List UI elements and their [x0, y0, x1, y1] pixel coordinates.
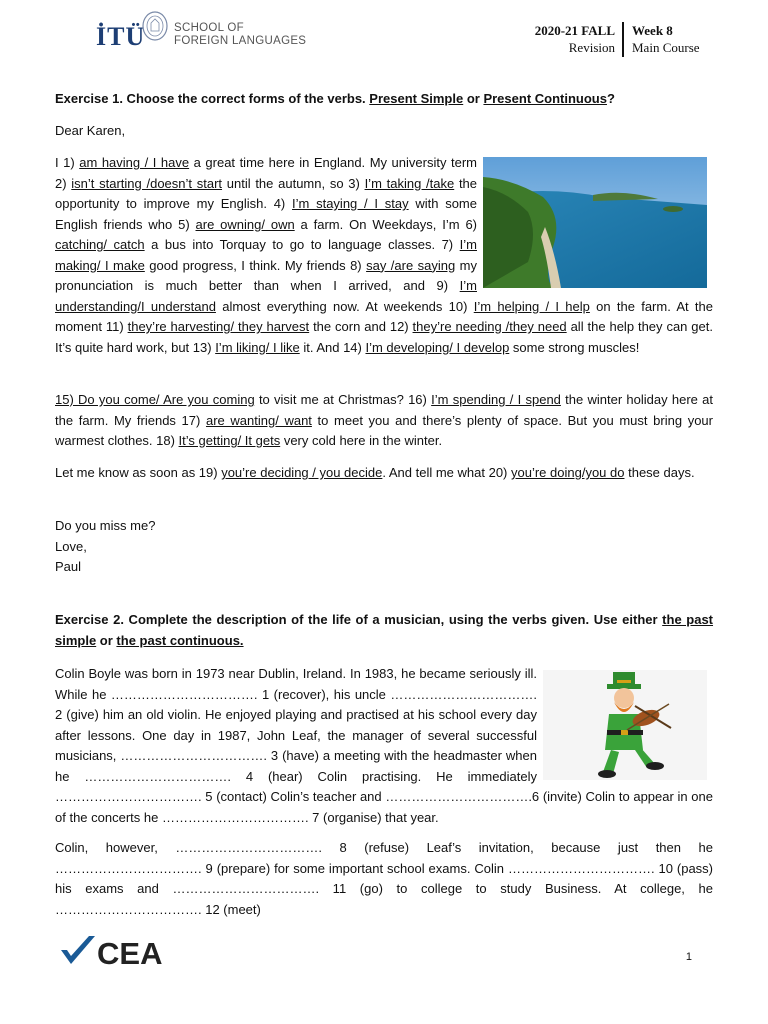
verb-choice: are owning/ own	[195, 216, 295, 232]
closing-line-1: Do you miss me?	[55, 518, 156, 533]
closing-line-2: Love,	[55, 538, 87, 554]
letter-text: a great time here in England. My university term 2)	[55, 155, 477, 191]
letter-text: almost everything now. At weekends 10)	[215, 298, 474, 314]
school-line-2: FOREIGN LANGUAGES	[174, 35, 307, 47]
verb-choice: I’m taking /take	[364, 175, 455, 191]
ex1-paragraph-3-text	[55, 465, 695, 480]
closing-line-3: Paul	[55, 559, 82, 574]
letter-text: on the farm. At the moment 11)	[55, 298, 713, 334]
verb-choice: are wanting/ want	[205, 412, 312, 428]
verb-choice: catching/ catch	[55, 237, 145, 252]
letter-text: very cold here in the winter.	[280, 433, 443, 448]
letter-text: to visit me at Christmas? 16)	[254, 392, 432, 407]
ex2-or: or	[96, 632, 117, 648]
letter-text: with some English friends who 5)	[55, 196, 477, 232]
image-spacer	[537, 664, 713, 782]
letter-text: the corn and 12)	[309, 319, 413, 334]
photo-spacer	[477, 153, 713, 288]
verb-choice: they’re harvesting/ they harvest	[127, 319, 310, 334]
ex2-paragraph-2-text: Colin, however, ……………………………. 8 (refuse) Leaf’s invitation, because just then he ……………………………. 9 (prepare) for some important school exams. Colin ……………………………. 10 (pass) his exams and ……………………………. 11 (go) to college to study Business. At college, he ……………………………. 12 (meet)	[55, 840, 713, 917]
header-divider	[622, 22, 624, 57]
ex2-title-lead: Exercise 2. Complete the description of the life of a musician, using the verbs given. Use either	[55, 612, 663, 627]
verb-choice: 15) Do you come/ Are you coming	[55, 392, 255, 407]
verb-choice: you’re doing/you do	[511, 465, 625, 480]
school-name	[174, 22, 306, 48]
ex1-qmark: ?	[606, 91, 615, 106]
school-line-1: SCHOOL OF	[174, 22, 245, 34]
ex1-paragraph-2	[55, 390, 713, 452]
type-label: Revision	[568, 40, 615, 55]
verb-choice: I’m helping / I help	[473, 298, 590, 314]
letter-text: the winter holiday here at the farm. My friends 17)	[55, 392, 713, 428]
course-label: Main Course	[632, 40, 700, 55]
letter-text: I 1)	[55, 155, 80, 170]
verb-choice: I’m developing/ I develop	[365, 339, 510, 355]
exercise-1-title	[55, 89, 713, 110]
cea-logo	[61, 934, 171, 968]
letter-text: Let me know as soon as 19)	[55, 465, 222, 480]
school-seal-icon	[142, 11, 168, 41]
itu-logo: İTÜ	[96, 22, 146, 51]
letter-text: some strong muscles!	[509, 339, 640, 355]
letter-text: these days.	[624, 465, 695, 480]
ex2-option-a: the past simple	[55, 612, 714, 648]
ex2-paragraph-2	[55, 838, 713, 920]
header-week-block	[632, 22, 700, 56]
letter-closing	[55, 516, 713, 578]
exercise-2-title	[55, 610, 713, 651]
term-label: 2020-21 FALL	[534, 23, 615, 38]
verb-choice: I’m understanding/I understand	[55, 278, 477, 314]
verb-choice: isn’t starting /doesn’t start	[71, 175, 223, 191]
ex1-paragraph-1	[55, 153, 713, 358]
verb-choice: am having / I have	[79, 155, 190, 170]
verb-choice: they’re needing /they need	[412, 319, 567, 334]
verb-choice: I’m making/ I make	[55, 237, 477, 273]
verb-choice: I’m liking/ I like	[215, 339, 300, 355]
letter-text: a farm. On Weekdays, I’m 6)	[294, 216, 477, 232]
letter-text: a bus into Torquay to go to language classes. 7)	[144, 237, 460, 252]
page-number: 1	[685, 951, 692, 963]
ex1-or: or	[463, 91, 484, 106]
week-label: Week 8	[632, 23, 673, 38]
verb-choice: I’m spending / I spend	[431, 392, 561, 407]
cea-wordmark: CEA	[97, 936, 163, 968]
letter-text: the opportunity to improve my English. 4)	[55, 175, 478, 211]
letter-text: . And tell me what 20)	[382, 465, 511, 480]
verb-choice: say /are saying	[366, 257, 456, 273]
ex1-paragraph-2-text	[55, 392, 713, 448]
ex1-option-b: Present Continuous	[483, 91, 607, 106]
letter-text: until the autumn, so 3)	[222, 175, 365, 191]
ex2-option-b: the past continuous.	[116, 632, 244, 648]
ex1-option-a: Present Simple	[369, 91, 464, 106]
ex1-title-lead: Exercise 1. Choose the correct forms of the verbs.	[55, 91, 370, 106]
letter-text: my pronunciation is much better than when I arrived, and 9)	[55, 257, 477, 293]
header-term-block	[535, 22, 615, 56]
letter-text: it. And 14)	[299, 339, 366, 355]
verb-choice: It’s getting/ It gets	[178, 433, 281, 448]
ex1-paragraph-3	[55, 463, 713, 484]
verb-choice: I’m staying / I stay	[292, 196, 409, 211]
letter-greeting: Dear Karen,	[55, 123, 126, 138]
ex2-paragraph-1	[55, 664, 713, 828]
letter-text: all the help they can get. It’s quite hard work, but 13)	[55, 319, 713, 355]
ex2-paragraph-1-text: Colin Boyle was born in 1973 near Dublin, Ireland. In 1983, he became seriously ill. While he ……………………………. 1 (recover), his uncle ……………………………. 2 (give) him an old violin. He enjoyed playing and practised at his school every day after lessons. One day in 1987, John Leaf, the manager of several successful musicians, ……………………………. 3 (have) a meeting with the headmaster when he ……………………………. 4 (hear) Colin practising. He immediately ……………………………. 5 (contact) Colin’s teacher and …………………………….6 (invite) Colin to appear in one of the concerts he ……………………………. 7 (organise) that year.	[55, 666, 713, 825]
letter-text: to meet you and there’s plenty of space. But you must bring your warmest clothes. 18)	[55, 412, 713, 448]
cea-check-icon	[61, 936, 95, 964]
letter-text: good progress, I think. My friends 8)	[144, 257, 367, 273]
verb-choice: you’re deciding / you decide	[221, 465, 383, 480]
